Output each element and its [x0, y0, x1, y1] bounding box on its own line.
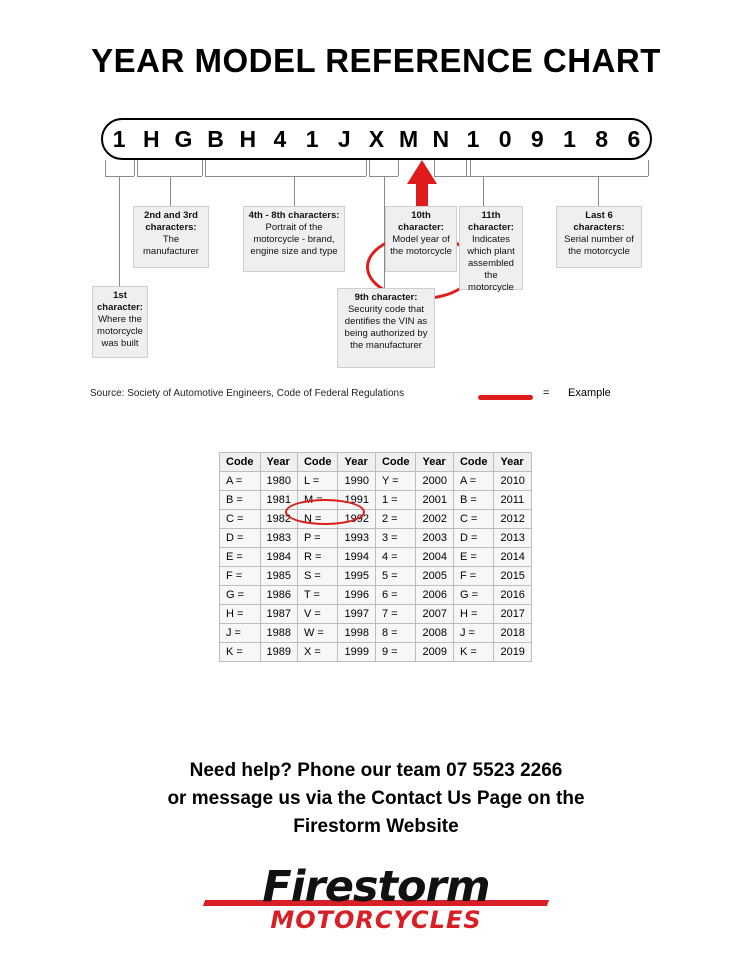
table-cell: 2011 [494, 491, 531, 510]
year-code-table [219, 452, 532, 662]
table-cell: 1 = [375, 491, 416, 510]
callout-body: Portrait of the motorcycle - brand, engine size and type [250, 222, 338, 257]
vin-character: 0 [498, 126, 512, 152]
table-cell: 1997 [338, 605, 375, 624]
table-cell: 2018 [494, 624, 531, 643]
callout-1st-character [92, 286, 148, 358]
footer-line-2: or message us via the Contact Us Page on the [167, 788, 585, 809]
table-header-cell: Year [416, 453, 453, 472]
table-cell: L = [297, 472, 338, 491]
vin-character: 1 [305, 126, 319, 152]
firestorm-logo [196, 862, 556, 934]
logo-subtitle: MOTORCYCLES [270, 906, 482, 934]
vin-character: J [337, 126, 351, 152]
table-cell: P = [297, 529, 338, 548]
table-cell: C = [453, 510, 494, 529]
connector-line [398, 160, 399, 176]
table-cell: R = [297, 548, 338, 567]
table-cell: 2019 [494, 643, 531, 662]
callout-body: Indicates which plant assembled the motorcycle [467, 234, 515, 293]
vin-character: 4 [273, 126, 287, 152]
table-cell: 1985 [260, 567, 297, 586]
table-cell: 8 = [375, 624, 416, 643]
callout-body: Security code that dentifies the VIN as being authorized by the manufacturer [344, 304, 428, 351]
connector-line [470, 176, 648, 177]
connector-line [137, 160, 138, 176]
table-cell: A = [453, 472, 494, 491]
table-cell: 2004 [416, 548, 453, 567]
connector-line [369, 160, 370, 176]
connector-line [105, 160, 106, 176]
callout-heading: 4th - 8th characters: [248, 210, 340, 221]
table-header-cell: Code [220, 453, 261, 472]
table-cell: 2017 [494, 605, 531, 624]
connector-line [170, 176, 171, 206]
table-header-cell: Year [338, 453, 375, 472]
table-cell: G = [220, 586, 261, 605]
table-cell: 1994 [338, 548, 375, 567]
table-cell: 1984 [260, 548, 297, 567]
table-cell-highlighted: 1991 [338, 491, 375, 510]
table-cell: G = [453, 586, 494, 605]
connector-line [598, 176, 599, 206]
page-title: YEAR MODEL REFERENCE CHART [91, 42, 661, 79]
connector-line [119, 176, 120, 286]
callout-2nd-3rd-characters [133, 206, 209, 268]
vin-character: 6 [627, 126, 641, 152]
table-cell: 1990 [338, 472, 375, 491]
table-cell: Y = [375, 472, 416, 491]
table-header-cell: Year [260, 453, 297, 472]
table-cell: 1988 [260, 624, 297, 643]
connector-line [205, 160, 206, 176]
table-cell: D = [453, 529, 494, 548]
table-cell: 2003 [416, 529, 453, 548]
table-cell: 7 = [375, 605, 416, 624]
table-cell: 2009 [416, 643, 453, 662]
table-cell: E = [220, 548, 261, 567]
table-cell: D = [220, 529, 261, 548]
table-cell: S = [297, 567, 338, 586]
table-cell: H = [453, 605, 494, 624]
table-cell: 2005 [416, 567, 453, 586]
callout-body: Where the motorcycle was built [97, 314, 143, 349]
table-row [220, 529, 532, 548]
vin-character: 1 [563, 126, 576, 152]
table-cell: 2001 [416, 491, 453, 510]
table-row [220, 624, 532, 643]
connector-line [205, 176, 366, 177]
vin-character: N [432, 126, 450, 152]
table-cell: 1980 [260, 472, 297, 491]
callout-heading: 11th character: [468, 210, 514, 233]
connector-line [294, 176, 295, 206]
callout-last-6-characters [556, 206, 642, 268]
table-header-row [220, 453, 532, 472]
table-cell: J = [220, 624, 261, 643]
table-cell: 2012 [494, 510, 531, 529]
vin-character: X [368, 126, 385, 152]
table-cell: 1987 [260, 605, 297, 624]
callout-4th-8th-characters [243, 206, 345, 272]
table-cell: 2006 [416, 586, 453, 605]
table-cell: 1993 [338, 529, 375, 548]
table-cell: 1996 [338, 586, 375, 605]
table-cell: J = [453, 624, 494, 643]
callout-heading: Last 6 characters: [573, 210, 625, 233]
table-header-cell: Code [453, 453, 494, 472]
vin-character: G [174, 126, 193, 152]
callout-body: Serial number of the motorcycle [564, 234, 634, 257]
vin-character: 8 [595, 126, 609, 152]
table-row [220, 567, 532, 586]
table-cell: F = [220, 567, 261, 586]
table-cell: 2015 [494, 567, 531, 586]
vin-character: 9 [530, 126, 544, 152]
table-cell: H = [220, 605, 261, 624]
table-row [220, 643, 532, 662]
callout-heading: 2nd and 3rd characters: [144, 210, 198, 233]
table-cell: 9 = [375, 643, 416, 662]
table-cell: A = [220, 472, 261, 491]
vin-character: B [207, 126, 224, 152]
callout-10th-character [385, 206, 457, 272]
table-row [220, 510, 532, 529]
table-cell: 1989 [260, 643, 297, 662]
table-cell: W = [297, 624, 338, 643]
connector-line [648, 160, 649, 176]
connector-line [483, 176, 484, 206]
table-cell: 2016 [494, 586, 531, 605]
connector-line [366, 160, 367, 176]
table-cell: 4 = [375, 548, 416, 567]
table-cell: K = [453, 643, 494, 662]
table-header-cell: Code [375, 453, 416, 472]
connector-line [470, 160, 471, 176]
connector-line [466, 160, 467, 176]
footer-line-3: Firestorm Website [293, 816, 459, 837]
table-cell: B = [453, 491, 494, 510]
table-cell: 1982 [260, 510, 297, 529]
table-row [220, 472, 532, 491]
table-cell: N = [297, 510, 338, 529]
table-cell: 1992 [338, 510, 375, 529]
table-cell: 2007 [416, 605, 453, 624]
callout-11th-character [459, 206, 523, 293]
table-cell: 1998 [338, 624, 375, 643]
table-cell: 1999 [338, 643, 375, 662]
table-row [220, 605, 532, 624]
callout-body: Model year of the motorcycle [390, 234, 452, 257]
table-cell: 2008 [416, 624, 453, 643]
table-cell: 5 = [375, 567, 416, 586]
table-cell: 1995 [338, 567, 375, 586]
highlight-ellipse-table-1991 [285, 499, 365, 525]
table-cell: 2 = [375, 510, 416, 529]
table-row [220, 586, 532, 605]
vin-character: 1 [466, 126, 480, 152]
callout-heading: 10th character: [398, 210, 444, 233]
table-cell: 2010 [494, 472, 531, 491]
legend-equals: = [543, 387, 550, 399]
vin-bar [101, 118, 652, 160]
table-cell: E = [453, 548, 494, 567]
table-row [220, 548, 532, 567]
callout-9th-character [337, 288, 435, 368]
table-cell: 2002 [416, 510, 453, 529]
table-cell: 2000 [416, 472, 453, 491]
table-cell: 1986 [260, 586, 297, 605]
source-note: Source: Society of Automotive Engineers, Code of Federal Regulations [90, 388, 405, 399]
footer-contact [0, 757, 752, 841]
table-cell: 6 = [375, 586, 416, 605]
callout-heading: 9th character: [354, 292, 418, 303]
connector-line [202, 160, 203, 176]
vin-character-highlighted: M [399, 126, 419, 152]
table-cell: 2014 [494, 548, 531, 567]
table-cell: 1981 [260, 491, 297, 510]
legend-swatch [478, 395, 533, 400]
table-cell: C = [220, 510, 261, 529]
table-cell: 3 = [375, 529, 416, 548]
logo-brand: Firestorm [262, 862, 490, 912]
connector-line [134, 160, 135, 176]
legend-label: Example [568, 387, 611, 399]
table-cell: T = [297, 586, 338, 605]
vin-character: H [239, 126, 257, 152]
footer-line-1: Need help? Phone our team 07 5523 2266 [189, 760, 563, 781]
callout-heading: 1st character: [97, 290, 143, 313]
table-cell: B = [220, 491, 261, 510]
table-cell: V = [297, 605, 338, 624]
table-cell: 2013 [494, 529, 531, 548]
table-row [220, 491, 532, 510]
table-cell-highlighted: M = [297, 491, 338, 510]
table-cell: F = [453, 567, 494, 586]
vin-character: 1 [112, 126, 126, 152]
table-cell: K = [220, 643, 261, 662]
vin-character: H [142, 126, 160, 152]
table-header-cell: Year [494, 453, 531, 472]
table-cell: X = [297, 643, 338, 662]
table-cell: 1983 [260, 529, 297, 548]
table-header-cell: Code [297, 453, 338, 472]
callout-body: The manufacturer [143, 234, 199, 257]
